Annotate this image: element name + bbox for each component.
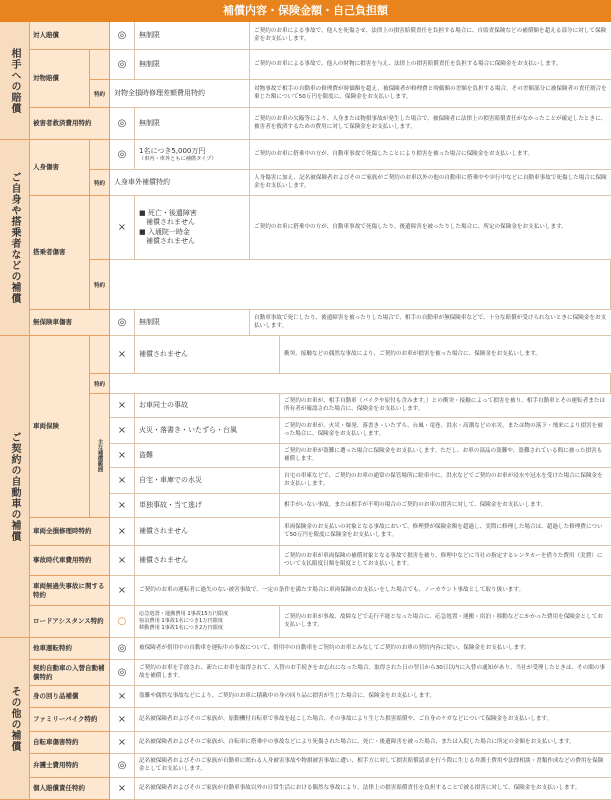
symbol-cross: × [110, 196, 135, 260]
empty-row [110, 374, 611, 394]
symbol-circle: ◎ [110, 50, 135, 80]
symbol-circle: ◎ [110, 638, 135, 660]
coverage-description: ご契約のお車が、相手自動車（バイクや原付も含みます。）との衝突・接触によって損害を被り、相手自動車とその運転者または所有者が確認された場合に、保険金をお支払いします。 [280, 394, 611, 418]
row-label-victim-relief: 被害者救済費用特約 [30, 108, 110, 140]
amount-block [135, 140, 250, 170]
coverage-description: ご契約のお車が事故、故障などで走行不能となった場合に、応急処置・運搬・宿泊・移動などにかかった費用を保険金としてお支払いします。 [280, 606, 611, 638]
amount-value: 無制限 [135, 108, 250, 140]
coverage-description: ご契約のお車が車両保険の補償対象となる事故で損害を被り、修理中などに当社の指定するレンタカーを借りた費用（実費）について支払限度日額を限度としてお支払いします。 [280, 546, 611, 576]
symbol-cross: × [110, 778, 135, 800]
row-label-other-car: 他車運転特約 [30, 638, 110, 660]
empty-row [110, 260, 611, 310]
section-header-liability: 相手への賠償 [0, 22, 30, 140]
symbol-cross: × [110, 418, 135, 444]
row-label-vehicle-insurance: 車両保険 [30, 336, 90, 518]
amount-value: 盗難 [135, 444, 280, 468]
section-header-other: その他の補償 [0, 638, 30, 800]
coverage-table [0, 22, 611, 800]
bullet-item: ■ 死亡・後遺障害 [139, 209, 197, 218]
row-label-personal-injury: 人身傷害 [30, 140, 90, 196]
amount-note: （車内・車外ともに補償タイプ） [139, 155, 217, 162]
coverage-description: ご契約のお車による事故で、他人を死傷させ、法律上の損害賠償責任を負担する場合に、自賠責保険などの補償額を超える部分に対して保険金をお支払いします。 [250, 22, 611, 50]
bullet-item: ■ 入通院一時金 [139, 227, 190, 236]
amount-block [135, 196, 250, 260]
special-clause-tag: 特約 [90, 374, 110, 394]
amount-value: 補償されません [135, 336, 280, 374]
symbol-circle: ◎ [110, 660, 135, 686]
symbol-circle: ◎ [110, 108, 135, 140]
amount-value: 1名につき5,000万円 [139, 146, 206, 155]
special-clause-tag: 特約 [90, 80, 110, 108]
coverage-description: ご契約のお車に搭乗中の方が、自動車事故で死傷したことにより損害を被った場合に保険金をお支払いします。 [250, 140, 611, 170]
symbol-cross: × [110, 546, 135, 576]
row-label-lawyer-fees: 弁護士費用特約 [30, 754, 110, 778]
amount-value: 対物全損時修理差額費用特約 [110, 80, 250, 108]
row-label-spacer [90, 196, 110, 260]
coverage-description: ご契約のお車による事故で、他人の財物に損害を与え、法律上の損害賠償責任を負担する場合に保険金をお支払いします。 [250, 50, 611, 80]
symbol-circle: ◎ [110, 754, 135, 778]
coverage-description: 自宅の車庫などで、ご契約のお車の通常の保管場所に駐車中に、洪水などでご契約のお車が浸水や冠水を受けた場合に保険金をお支払いします。 [280, 468, 611, 494]
symbol-cross: × [110, 686, 135, 708]
coverage-description: 衝突、接触などの偶然な事故により、ご契約のお車が損害を被った場合に、保険金をお支払いします。 [280, 336, 611, 374]
coverage-description: ご契約のお車の運転者に過失のない被害事故で、一定の条件を満たす場合に車両保険のお支払いをした場合でも、ノーカウント事故として取り扱います。 [135, 576, 611, 606]
row-label-uninsured: 無保険車傷害 [30, 310, 110, 336]
symbol-cross: × [110, 732, 135, 754]
amount-value: 無制限 [135, 310, 250, 336]
bullet-item: 移動費用 1事故1名につき2万円限度 [139, 624, 224, 631]
amount-value: お車同士の事故 [135, 394, 280, 418]
special-clause-tag: 特約 [90, 170, 110, 196]
coverage-description: 相手がいない事故、または相手が不明の場合のご契約のお車の損害に対して、保険金をお支払いします。 [280, 494, 611, 518]
row-label-passenger-injury: 搭乗者傷害 [30, 196, 90, 310]
coverage-description: 記名被保険者およびそのご家族が、自転車に搭乗中の事故などにより死傷された場合に、死亡・後遺障害を被った場合、または入院した場合に所定の金額をお支払いします。 [135, 732, 611, 754]
coverage-description: ご契約のお車の欠陥等により、人身または物損事故が発生した場合で、被保険者に法律上の損害賠償責任がなかったことが確定したときに、被害者を救済するための費用に対して保険金をお支払いします。 [250, 108, 611, 140]
coverage-description: ご契約のお車を手放され、新たにお車を取得されて、入替のお手続きをお忘れになった場合、取得された日の翌日から30日以内に入替の通知があり、当社が受理したときは、その間の事故を補償します。 [135, 660, 611, 686]
coverage-description: 盗難や偶然な事故などにより、ご契約のお車に積載中の身の回り品に損害が生じた場合に、保険金をお支払いします。 [135, 686, 611, 708]
row-label-bicycle: 自転車傷害特約 [30, 732, 110, 754]
symbol-optional: ○ [110, 606, 135, 638]
symbol-cross: × [110, 708, 135, 732]
symbol-circle: ◎ [110, 22, 135, 50]
coverage-description: ご契約のお車が、火災・爆発、落書き・いたずら、台風・竜巻、洪水・高潮などの水災、または物の落下・飛来により損害を被った場合に、保険金をお支払いします。 [280, 418, 611, 444]
symbol-cross: × [110, 518, 135, 546]
bullet-item: 補償されません [139, 236, 195, 245]
row-label-spacer [90, 140, 110, 170]
coverage-description: 記名被保険者およびそのご家族が自動車に関わる人身被害事故や物損被害事故に遭い、相手方に対して損害賠償請求を行う際に生じる弁護士費用や法律相談・書類作成などの費用を保険金としてお支払いします。 [135, 754, 611, 778]
symbol-cross: × [110, 576, 135, 606]
bullet-item: 補償されません [139, 218, 195, 227]
row-label-personal-belongings: 身の回り品補償 [30, 686, 110, 708]
symbol-cross: × [110, 468, 135, 494]
row-label-spacer [90, 50, 110, 80]
row-label-auto-replacement: 契約自動車の入替自動補償特約 [30, 660, 110, 686]
coverage-description: ご契約のお車が盗難に遭った場合に保険金をお支払いします。ただし、お車の部品の盗難や、盗難されている間に被った損害も補償します。 [280, 444, 611, 468]
coverage-description: 被保険者が借用中の自動車を運転中の事故について、借用中の自動車をご契約のお車とみなしてご契約のお車の契約内容に従い、保険金をお支払いします。 [135, 638, 611, 660]
amount-value: 無制限 [135, 22, 250, 50]
symbol-circle: ◎ [110, 310, 135, 336]
symbol-cross: × [110, 336, 135, 374]
row-label-road-assistance: ロードアシスタンス特約 [30, 606, 110, 638]
row-label-bodily-injury: 対人賠償 [30, 22, 110, 50]
symbol-cross: × [110, 394, 135, 418]
amount-block [135, 606, 280, 638]
special-clause-tag: 特約 [90, 260, 110, 310]
coverage-description: 記名被保険者およびそのご家族が自動車事故以外の日常生活における偶然な事故により、法律上の損害賠償責任を負担することで被る損害に対して、保険金をお支払いします。 [135, 778, 611, 800]
coverage-description: 人身傷害に加え、記名被保険者およびそのご家族がご契約のお車以外の他の自動車に搭乗中や歩行中などに自動車事故で死傷した場合に保険金をお支払いします。 [250, 170, 611, 196]
row-label-no-fault: 車両無過失事故に関する特約 [30, 576, 110, 606]
page-title: 補償内容・保険金額・自己負担額 [0, 0, 611, 22]
bullet-item: 応急処置・運搬費用 1事故15万円限度 [139, 611, 229, 618]
section-header-vehicle: ご契約の自動車の補償 [0, 336, 30, 638]
row-label-rental-car: 事故時代車費用特約 [30, 546, 110, 576]
section-header-personal: ご自身や搭乗者などの補償 [0, 140, 30, 336]
row-label-property-damage: 対物賠償 [30, 50, 90, 108]
coverage-description: 記名被保険者およびそのご家族が、原動機付自転車で事故を起こした場合、その事故により生じた損害賠償や、ご自身のケガなどについて保険金をお支払いします。 [135, 708, 611, 732]
amount-value: 火災・落書き・いたずら・台風 [135, 418, 280, 444]
main-coverage-range-label: 主な補償範囲 [90, 394, 110, 518]
row-label-spacer [90, 336, 110, 374]
symbol-cross: × [110, 494, 135, 518]
row-label-total-loss-repair: 車両全損修理時特約 [30, 518, 110, 546]
symbol-circle: ◎ [110, 140, 135, 170]
symbol-cross: × [110, 444, 135, 468]
amount-value: 人身車外補償特約 [110, 170, 250, 196]
amount-value: 単独事故・当て逃げ [135, 494, 280, 518]
amount-value: 自宅・車庫での水災 [135, 468, 280, 494]
coverage-description: ご契約のお車に搭乗中の方が、自動車事故で死傷したり、後遺障害を被ったりした場合に、所定の保険金をお支払いします。 [250, 196, 611, 260]
coverage-description: 車両保険金のお支払いの対象となる事故において、修理費が保険金額を超過し、実際に修理した場合は、超過した修理費について50万円を限度に保険金をお支払いします。 [280, 518, 611, 546]
row-label-family-bike: ファミリーバイク特約 [30, 708, 110, 732]
coverage-description: 自動車事故で死亡したり、後遺障害を被ったりした場合で、相手の自動車が無保険車などで、十分な賠償が受けられないときに保険金をお支払いします。 [250, 310, 611, 336]
row-label-personal-liability: 個人賠償責任特約 [30, 778, 110, 800]
bullet-item: 宿泊費用 1事故1名につき1万円限度 [139, 618, 224, 625]
amount-value: 補償されません [135, 518, 280, 546]
amount-value: 補償されません [135, 546, 280, 576]
amount-value: 無制限 [135, 50, 250, 80]
coverage-description: 対物事故で相手の自動車の修理費が時価額を超え、被保険者が修理費と時価額の差額を負担する場合、その差額部分に被保険者の責任割合を乗じた額について50万円を限度に、保険金をお支払いします。 [250, 80, 611, 108]
